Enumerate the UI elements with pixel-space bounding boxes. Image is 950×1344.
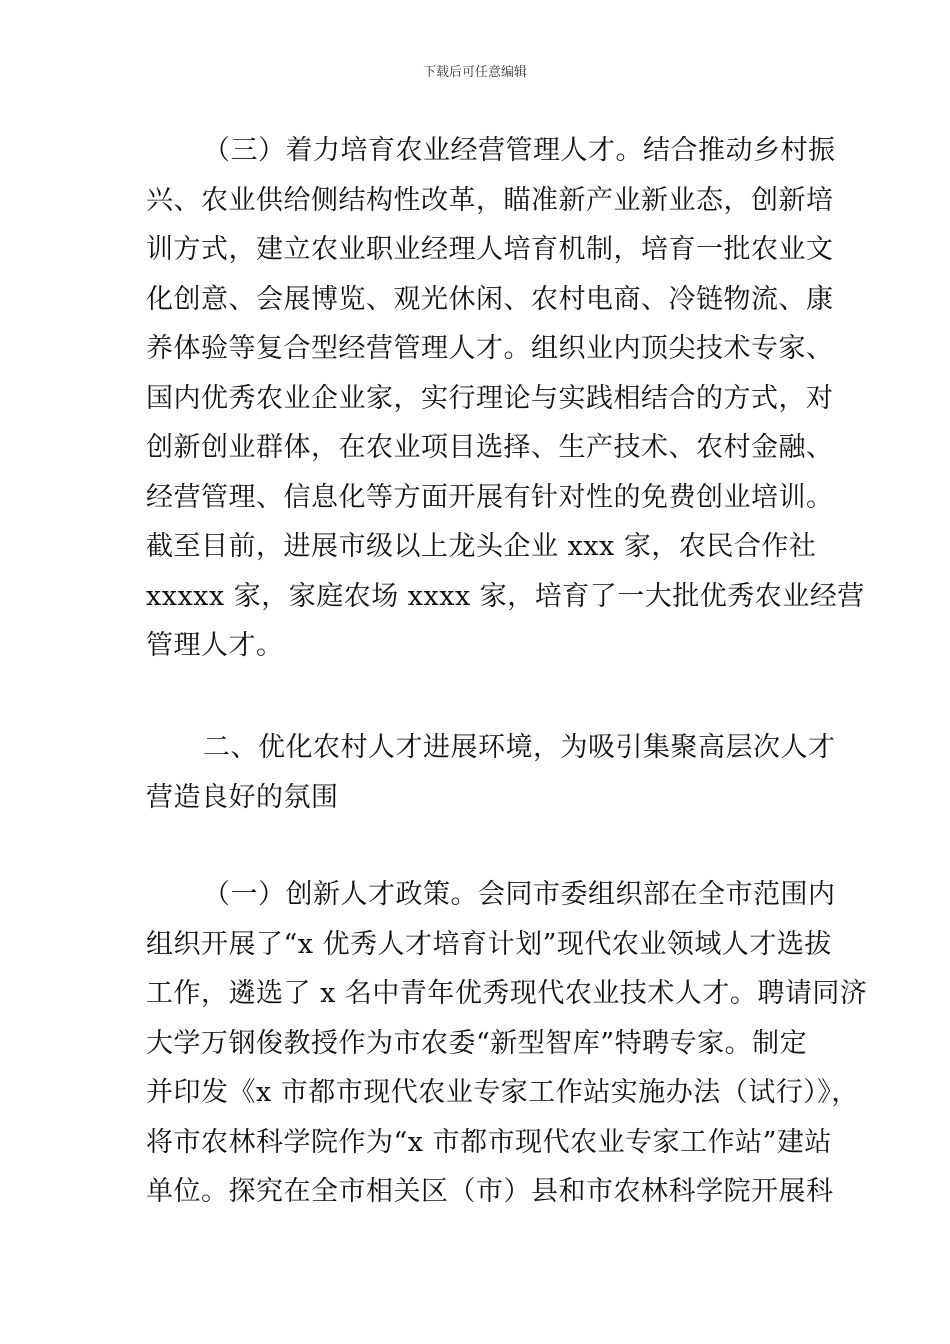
text-line: xxxxx 家，家庭农场 xxxx 家，培育了一大批优秀农业经营 [146,580,865,612]
page-header: 下载后可任意编辑 [422,65,527,80]
text-line: 工作，遴选了 x 名中青年优秀现代农业技术人才。聘请同济 [146,978,868,1009]
text-line: （三）着力培育农业经营管理人才。结合推动乡村振 [203,135,836,166]
heading-line: 营造良好的氛围 [146,781,339,813]
text-line: 兴、农业供给侧结构性改革，瞄准新产业新业态，创新培 [146,184,834,216]
text-line: 组织开展了“x 优秀人才培育计划”现代农业领域人才选拔 [146,928,832,960]
text-line: 化创意、会展博览、观光休闲、农村电商、冷链物流、康 [146,283,834,315]
paragraph-talent-policy [146,870,868,1217]
section-heading [146,723,836,822]
text-line: 大学万钢俊教授作为市农委“新型智库”特聘专家。制定 [146,1027,808,1059]
heading-line: 二、优化农村人才进展环境，为吸引集聚高层次人才 [203,732,836,763]
text-line: 国内优秀农业企业家，实行理论与实践相结合的方式，对 [146,382,834,414]
text-line: 截至目前，进展市级以上龙头企业 xxx 家，农民合作社 [146,531,817,562]
text-line: 训方式，建立农业职业经理人培育机制，培育一批农业文 [146,234,834,265]
text-line: 单位。探究在全市相关区（市）县和市农林科学院开展科 [146,1176,834,1207]
text-line: 创新创业群体，在农业项目选择、生产技术、农村金融、 [146,432,834,463]
text-line: 经营管理、信息化等方面开展有针对性的免费创业培训。 [146,481,834,513]
paragraph-talent-cultivation [146,126,865,671]
text-line: 管理人才。 [146,630,284,661]
text-line: 将市农林科学院作为“x 市都市现代农业专家工作站”建站 [146,1126,832,1158]
text-line: 养体验等复合型经营管理人才。组织业内顶尖技术专家、 [146,333,834,364]
text-line: 并印发《x 市都市现代农业专家工作站实施办法（试行）》， [146,1077,859,1108]
text-line: （一）创新人才政策。会同市委组织部在全市范围内 [203,879,836,910]
